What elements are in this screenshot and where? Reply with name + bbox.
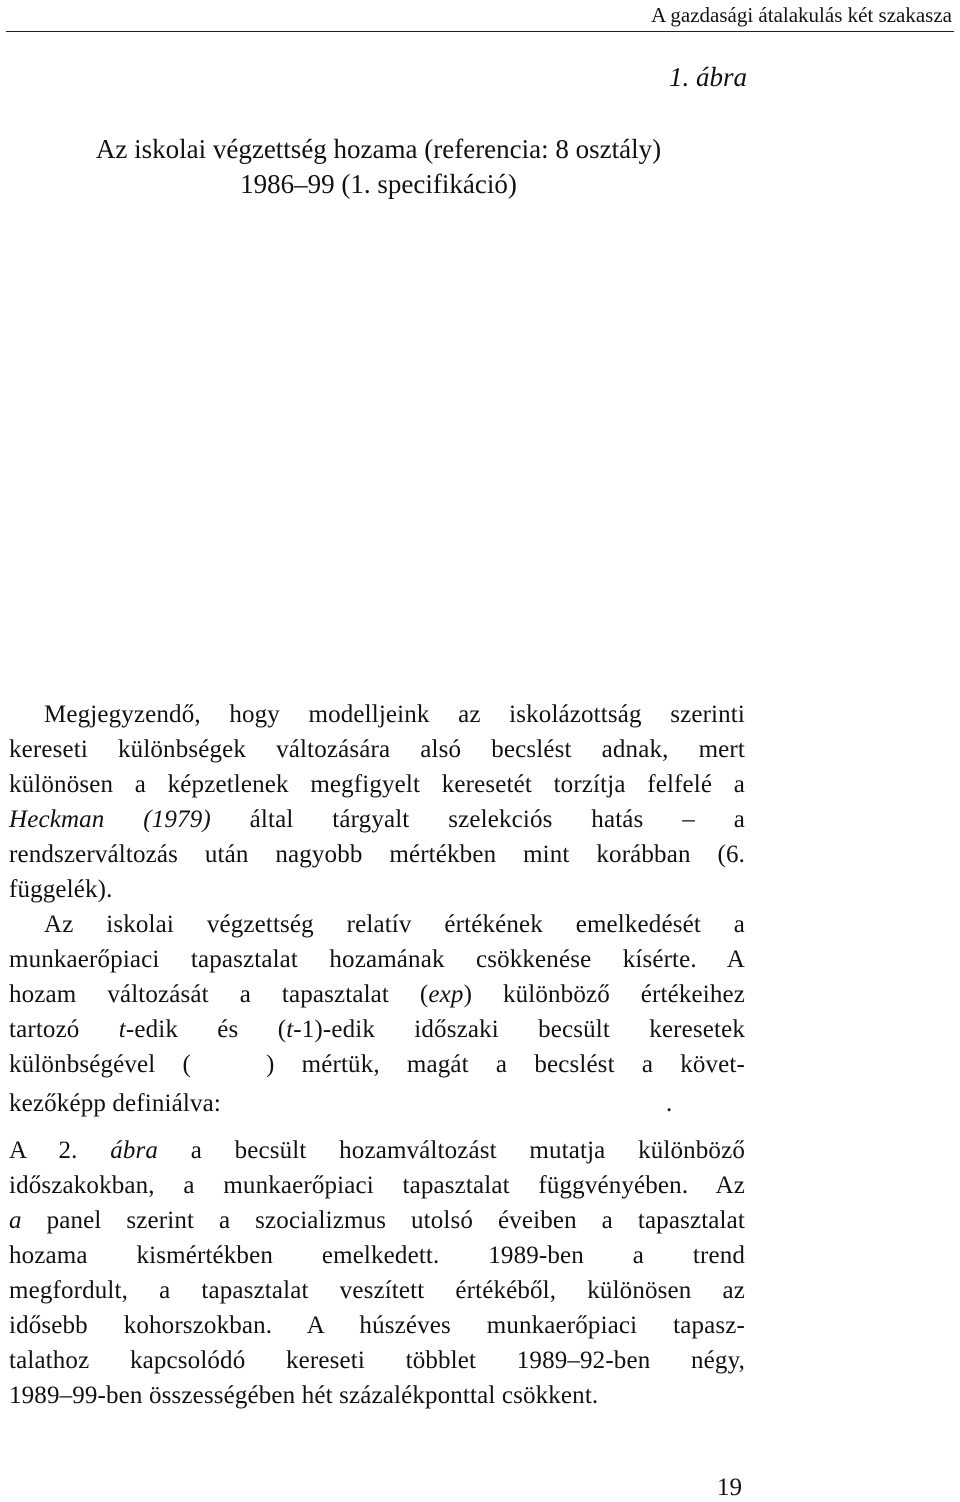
paragraph-1 (9, 697, 745, 907)
figure-label: 1. ábra (668, 62, 747, 92)
figure-title-line-2: 1986–99 (1. specifikáció) (240, 169, 517, 199)
figure-ref-abra: ábra (110, 1137, 159, 1164)
paragraph-2-line-6-a: kezőképp definiálva: (9, 1090, 221, 1117)
panel-ref-a: a (9, 1207, 22, 1234)
paragraph-2-line-6 (9, 1082, 745, 1126)
paragraph-3-line-4: hozama kismértékben emelkedett. 1989-ben a trend (9, 1242, 745, 1269)
page-number: 19 (717, 1474, 742, 1501)
paragraph-2-line-4 (9, 1012, 745, 1047)
paragraph-2-line-3-b: ) különböző értékeihez (463, 981, 745, 1008)
paragraph-3-line-1 (9, 1133, 745, 1168)
paragraph-3-line-5: megfordult, a tapasztalat veszített értékéből, különösen az (9, 1277, 745, 1304)
paragraph-3-line-6: idősebb kohorszokban. A húszéves munkaerőpiaci tapasz- (9, 1312, 745, 1339)
paragraph-2-line-5-a: különbségével ( (9, 1051, 191, 1078)
paragraph-1-line-1: Megjegyzendő, hogy modelljeink az iskolázottság szerinti (44, 701, 745, 728)
header-rule (6, 31, 954, 32)
term-t-minus-1: t (286, 1016, 294, 1043)
paragraph-2-line-4-c: -1)-edik időszaki becsült keresetek (293, 1016, 746, 1043)
paragraph-2-line-4-b: -edik és ( (125, 1016, 287, 1043)
figure-title (40, 132, 717, 202)
citation-heckman: Heckman (1979) (9, 806, 211, 833)
paragraph-3-line-8: 1989–99-ben összességében hét százalékponttal csökkent. (9, 1382, 599, 1409)
paragraph-3-line-3 (9, 1203, 745, 1238)
running-header-title: A gazdasági átalakulás két szakasza (651, 3, 952, 27)
paragraph-2-line-4-a: tartozó (9, 1016, 119, 1043)
paragraph-3-line-7: talathoz kapcsolódó kereseti többlet 1989–92-ben négy, (9, 1347, 745, 1374)
term-exp: exp (428, 981, 464, 1008)
paragraph-1-line-4 (9, 802, 745, 837)
paragraph-2-line-5-b: ) mértük, magát a becslést a követ- (266, 1051, 746, 1078)
paragraph-3-line-2: időszakokban, a munkaerőpiaci tapasztalat függvényében. Az (9, 1172, 745, 1199)
paragraph-1-line-5: rendszerváltozás után nagyobb mértékben mint korábban (6. (9, 841, 745, 868)
paragraph-3-line-1-a: A 2. (9, 1137, 111, 1164)
paragraph-2-line-6-b: . (665, 1090, 673, 1117)
paragraph-1-line-4-rest: által tárgyalt szelekciós hatás – a (210, 806, 745, 833)
paragraph-3-line-3-rest: panel szerint a szocializmus utolsó éveiben a tapasztalat (21, 1207, 745, 1234)
paragraph-2-line-3 (9, 977, 745, 1012)
paragraph-3-line-1-b: a becsült hozamváltozást mutatja különböző (158, 1137, 745, 1164)
paragraph-1-line-3: különösen a képzetlenek megfigyelt keresetét torzítja felfelé a (9, 771, 745, 798)
paragraph-2-line-3-a: hozam változását a tapasztalat ( (9, 981, 429, 1008)
paragraph-2-line-5 (9, 1047, 745, 1082)
paragraph-2 (9, 907, 745, 1126)
paragraph-1-line-6: függelék). (9, 876, 113, 903)
paragraph-3 (9, 1133, 745, 1413)
figure-title-line-1: Az iskolai végzettség hozama (referencia: 8 osztály) (95, 134, 662, 164)
figure-area-blank (10, 215, 745, 685)
paragraph-2-line-2: munkaerőpiaci tapasztalat hozamának csökkenése kísérte. A (9, 946, 745, 973)
paragraph-1-line-2: kereseti különbségek változására alsó becslést adnak, mert (9, 736, 745, 763)
paragraph-2-line-1: Az iskolai végzettség relatív értékének emelkedését a (44, 911, 745, 938)
term-t: t (118, 1016, 126, 1043)
